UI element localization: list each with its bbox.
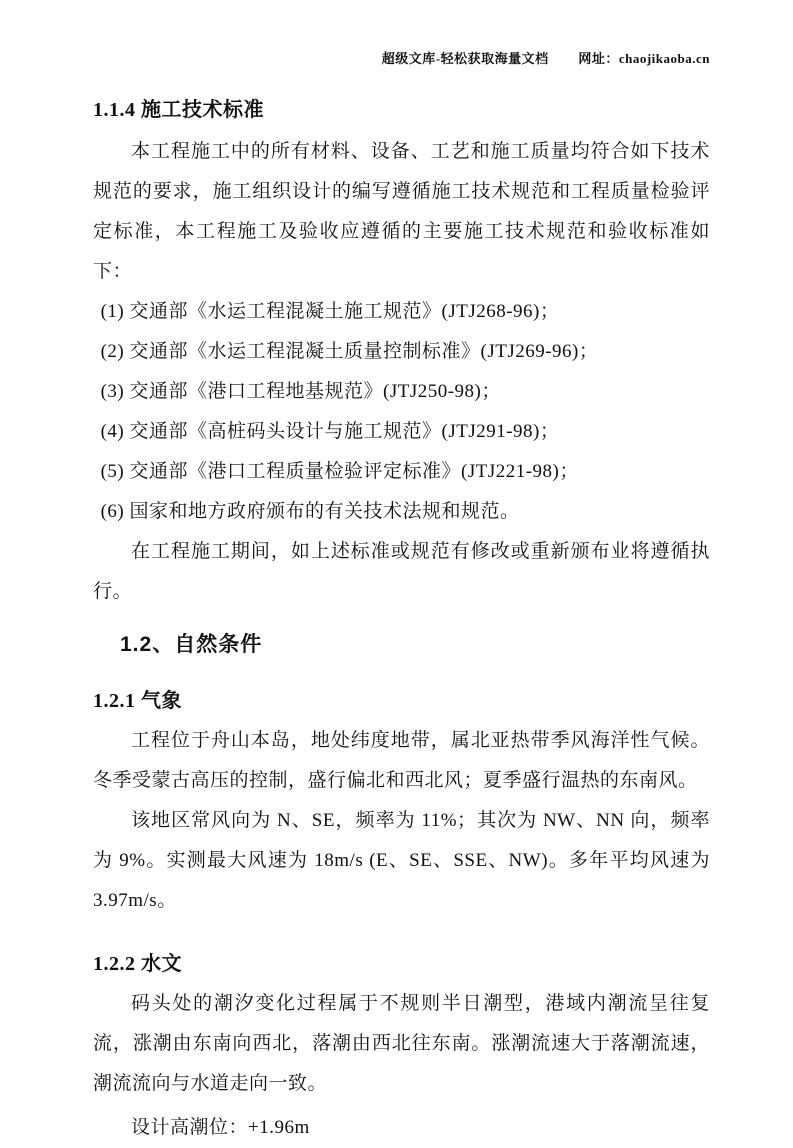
standards-list-item: (5) 交通部《港口工程质量检验评定标准》(JTJ221-98)； (100, 461, 579, 482)
heading-1-2-2: 1.2.2 水文 (93, 953, 182, 975)
paragraph-design-high-tide: 设计高潮位：+1.96m (131, 1117, 310, 1138)
page-header (93, 48, 710, 67)
paragraph-hydrology-1: 码头处的潮汐变化过程属于不规则半日潮型，港域内潮流呈往复流，涨潮由东南向西北，落潮由西北往东南。涨潮流速大于落潮流速，潮流流向与水道走向一致。 (93, 993, 710, 1094)
standards-list-item: (6) 国家和地方政府颁布的有关技术法规和规范。 (100, 501, 520, 522)
paragraph-meteorology-1: 工程位于舟山本岛，地处纬度地带，属北亚热带季风海洋性气候。冬季受蒙古高压的控制，盛行偏北和西北风；夏季盛行温热的东南风。 (93, 730, 710, 791)
header-brand-text: 超级文库-轻松获取海量文档 (381, 51, 549, 66)
standards-list (93, 292, 710, 532)
header-site-url: 网址：chaojikaoba.cn (578, 51, 710, 66)
standards-list-item: (3) 交通部《港口工程地基规范》(JTJ250-98)； (100, 381, 501, 402)
standards-list-item: (4) 交通部《高桩码头设计与施工规范》(JTJ291-98)； (100, 421, 560, 442)
heading-1-1-4: 1.1.4 施工技术标准 (93, 99, 264, 121)
paragraph-standards-closing: 在工程施工期间，如上述标准或规范有修改或重新颁布业将遵循执行。 (93, 541, 710, 602)
heading-1-2: 1.2、自然条件 (120, 633, 263, 656)
paragraph-standards-intro: 本工程施工中的所有材料、设备、工艺和施工质量均符合如下技术规范的要求，施工组织设计的编写遵循施工技术规范和工程质量检验评定标准，本工程施工及验收应遵循的主要施工技术规范和验收标准如下： (93, 141, 710, 282)
heading-1-2-1: 1.2.1 气象 (93, 690, 182, 712)
paragraph-meteorology-2: 该地区常风向为 N、SE，频率为 11%；其次为 NW、NN 向，频率为 9%。实测最大风速为 18m/s (E、SE、SSE、NW)。多年平均风速为 3.97m/s。 (93, 810, 710, 911)
standards-list-item: (1) 交通部《水运工程混凝土施工规范》(JTJ268-96)； (100, 301, 560, 322)
standards-list-item: (2) 交通部《水运工程混凝土质量控制标准》(JTJ269-96)； (100, 341, 599, 362)
